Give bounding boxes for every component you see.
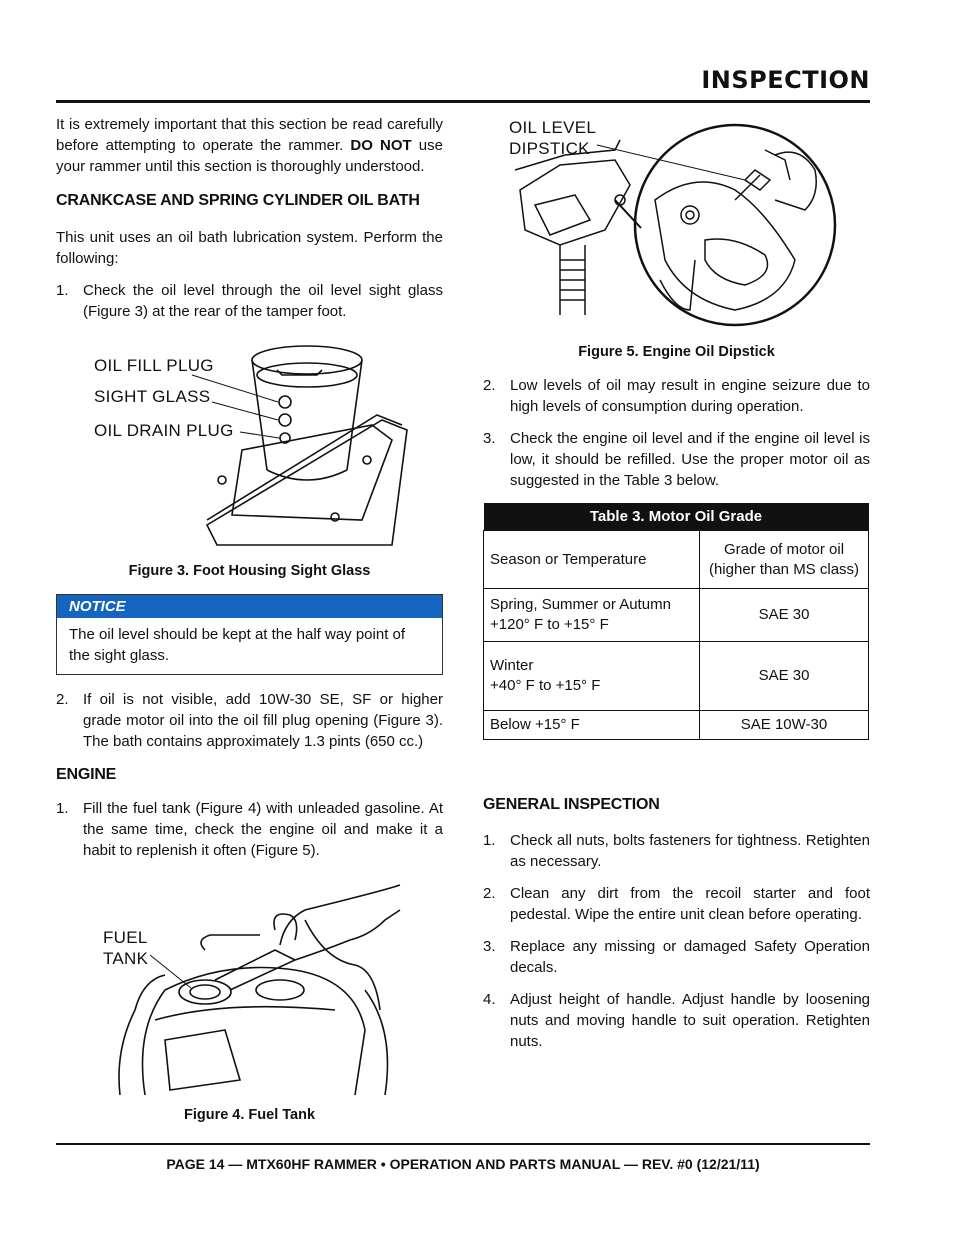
table-header-row <box>484 531 869 589</box>
figure-3-caption: Figure 3. Foot Housing Sight Glass <box>128 563 371 579</box>
page-title: INSPECTION <box>701 66 870 94</box>
label-fuel: FUEL <box>103 928 148 947</box>
step-number: 2. <box>483 377 496 394</box>
step-number: 4. <box>483 991 496 1008</box>
table-row <box>484 711 869 740</box>
header-grade <box>700 531 869 589</box>
grade-cell: SAE 10W-30 <box>700 711 869 740</box>
season-text: Spring, Summer or Autumn <box>490 596 671 613</box>
general-step-2 <box>483 883 870 925</box>
season-cell: Below +15° F <box>484 711 700 740</box>
notice-title: NOTICE <box>57 595 442 618</box>
step-number: 1. <box>56 800 69 817</box>
left-column-lower <box>56 689 443 861</box>
header-grade-line1: Grade of motor oil <box>723 540 845 558</box>
intro-emphasis: DO NOT <box>350 137 412 154</box>
header-rule <box>56 100 870 103</box>
step-number: 1. <box>56 282 69 299</box>
step-number: 2. <box>483 885 496 902</box>
step-text: Fill the fuel tank (Figure 4) with unleaded gasoline. At the same time, check the engine oil and make it a habit to replenish it often (Figure 5). <box>83 800 443 859</box>
footer-rule <box>56 1143 870 1145</box>
step-number: 3. <box>483 938 496 955</box>
figure-4-caption: Figure 4. Fuel Tank <box>183 1107 316 1123</box>
intro-text-a: It is extremely important that this section be read carefully before attempting to operate the rammer. <box>56 116 443 154</box>
label-tank: TANK <box>103 949 149 968</box>
engine-heading: ENGINE <box>56 766 117 783</box>
label-sight-glass: SIGHT GLASS <box>94 387 211 406</box>
temp-text: +120° F to +15° F <box>490 616 609 633</box>
grade-cell: SAE 30 <box>700 589 869 642</box>
step-text: Low levels of oil may result in engine seizure due to high levels of consumption during operation. <box>510 377 870 415</box>
table-row <box>484 589 869 642</box>
crankcase-step-1 <box>56 280 443 322</box>
general-inspection-heading: GENERAL INSPECTION <box>483 796 660 813</box>
figure-3-foot-housing <box>92 330 422 555</box>
page-footer: PAGE 14 — MTX60HF RAMMER • OPERATION AND PARTS MANUAL — REV. #0 (12/21/11) <box>166 1156 760 1172</box>
step-text: Replace any missing or damaged Safety Operation decals. <box>510 938 870 976</box>
step-number: 3. <box>483 430 496 447</box>
crankcase-step-2 <box>56 689 443 752</box>
figure-5-caption: Figure 5. Engine Oil Dipstick <box>578 344 775 360</box>
label-oil-drain-plug: OIL DRAIN PLUG <box>94 421 234 440</box>
step-text: Check the engine oil level and if the engine oil level is low, it should be refilled. Use the proper motor oil as suggested in the Table 3 below. <box>510 430 870 489</box>
season-cell <box>484 589 700 642</box>
step-text: If oil is not visible, add 10W-30 SE, SF or higher grade motor oil into the oil fill plug opening (Figure 3). The bath contains approximately 1.3 pints (650 cc.) <box>83 691 443 750</box>
right-column-upper <box>483 375 870 491</box>
crankcase-heading: CRANKCASE AND SPRING CYLINDER OIL BATH <box>56 192 420 209</box>
season-cell <box>484 642 700 711</box>
intro-text-c: use your rammer until this section is thoroughly understood. <box>56 137 443 175</box>
right-column-lower <box>483 794 870 1052</box>
engine-step-2 <box>483 375 870 417</box>
header-season: Season or Temperature <box>484 531 700 589</box>
motor-oil-table-wrapper <box>483 503 869 740</box>
label-oil-level: OIL LEVEL <box>509 118 597 137</box>
label-dipstick: DIPSTICK <box>509 139 590 158</box>
temp-text: +40° F to +15° F <box>490 677 601 694</box>
step-text: Clean any dirt from the recoil starter and foot pedestal. Wipe the entire unit clean before operating. <box>510 885 870 923</box>
fuel-tank-illustration <box>95 880 415 1100</box>
engine-step-3 <box>483 428 870 491</box>
figure-4-fuel-tank <box>95 880 415 1100</box>
step-text: Adjust height of handle. Adjust handle by loosening nuts and moving handle to suit operation. Retighten nuts. <box>510 991 870 1050</box>
step-number: 1. <box>483 832 496 849</box>
season-text: Winter <box>490 657 534 674</box>
step-text: Check the oil level through the oil level sight glass (Figure 3) at the rear of the tamper foot. <box>83 282 443 320</box>
general-step-4 <box>483 989 870 1052</box>
general-step-3 <box>483 936 870 978</box>
step-text: Check all nuts, bolts fasteners for tightness. Retighten as necessary. <box>510 832 870 870</box>
step-number: 2. <box>56 691 69 708</box>
table-row <box>484 642 869 711</box>
intro-paragraph <box>56 114 443 177</box>
motor-oil-table <box>483 503 869 740</box>
notice-text: The oil level should be kept at the half way point of the sight glass. <box>69 626 406 664</box>
table-title: Table 3. Motor Oil Grade <box>484 503 869 531</box>
crankcase-text: This unit uses an oil bath lubrication system. Perform the following: <box>56 229 443 267</box>
label-oil-fill-plug: OIL FILL PLUG <box>94 356 214 375</box>
header-grade-line2: (higher than MS class) <box>708 560 860 578</box>
left-column <box>56 114 443 322</box>
engine-step-1 <box>56 798 443 861</box>
general-step-1 <box>483 830 870 872</box>
grade-cell: SAE 30 <box>700 642 869 711</box>
figure-5-engine-dipstick <box>505 110 875 335</box>
notice-box <box>56 594 443 675</box>
